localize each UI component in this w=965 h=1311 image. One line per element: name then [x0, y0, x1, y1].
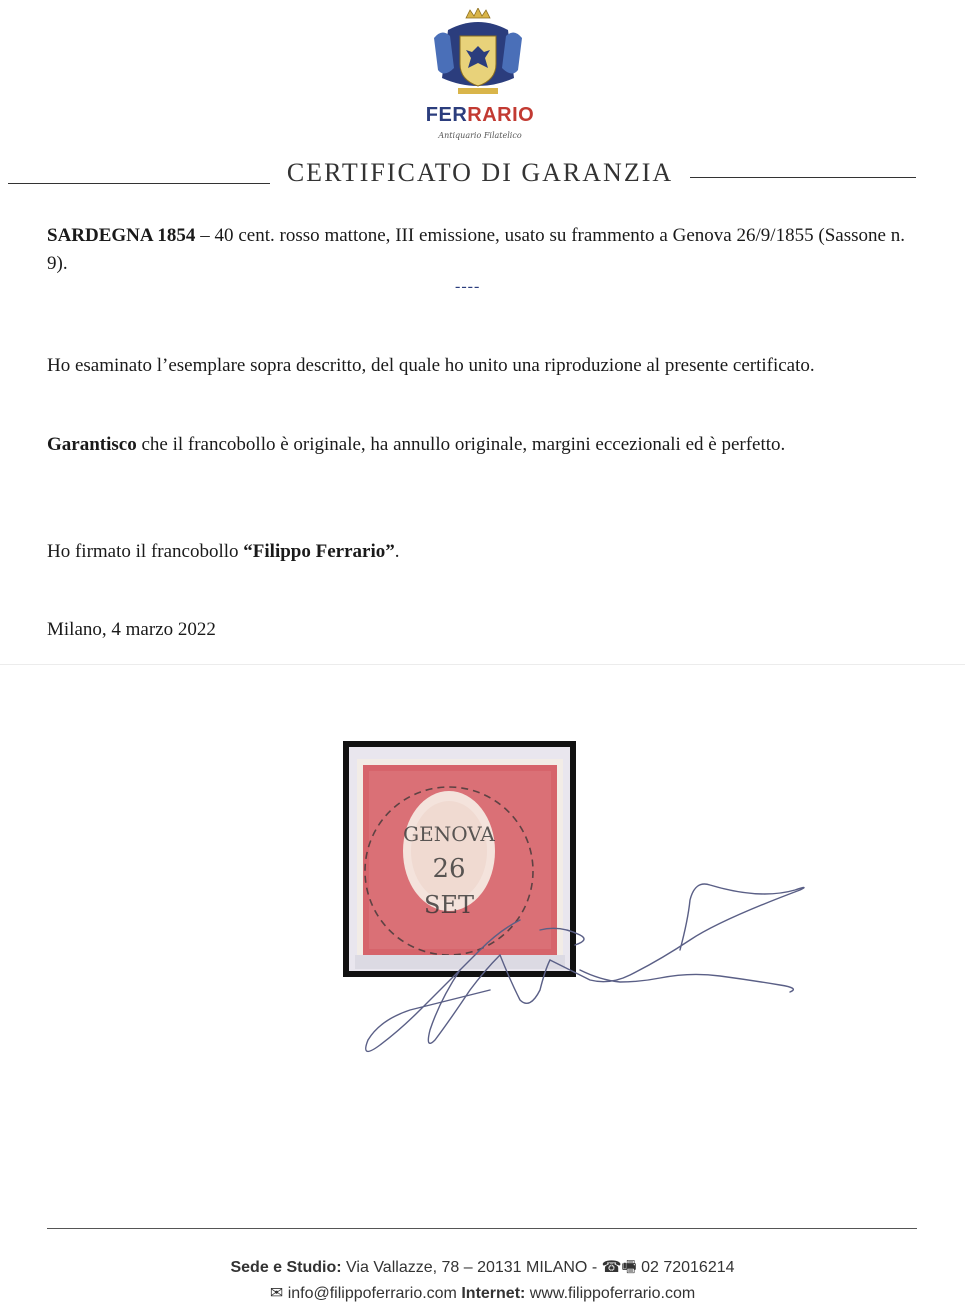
separator: ---- [455, 278, 481, 295]
office-label: Sede e Studio: [230, 1259, 342, 1276]
guarantee-statement [47, 431, 905, 459]
place-date: Milano, 4 marzo 2022 [47, 619, 216, 640]
footer-rule [47, 1228, 917, 1229]
stamp-description [47, 222, 905, 278]
envelope-icon: ✉ [269, 1285, 288, 1302]
email-link[interactable]: info@filippoferrario.com [287, 1285, 457, 1302]
office-address: Via Vallazze, 78 – 20131 MILANO - [341, 1259, 602, 1276]
phone-number: 02 72016214 [636, 1259, 735, 1276]
cancel-line-1: GENOVA [403, 822, 495, 846]
signed-prefix: Ho firmato il francobollo [47, 541, 244, 562]
description-text: – 40 cent. rosso mattone, III emissione, usato su frammento a Genova 26/9/1855 (Sassone n. 9). [47, 225, 905, 274]
description-bold: SARDEGNA 1854 [47, 225, 196, 246]
phone-fax-icon: ☎🖷 [601, 1259, 637, 1276]
footer-address-line [0, 1256, 965, 1283]
certificate-title: CERTIFICATO DI GARANZIA [286, 158, 674, 187]
signed-suffix: . [394, 541, 400, 562]
footer-contact-line [0, 1283, 965, 1303]
cancel-line-3: SET [424, 891, 474, 919]
cancel-line-2: 26 [432, 854, 466, 884]
guarantee-bold: Garantisco [47, 434, 137, 455]
brand-name [400, 104, 560, 127]
examination-statement: Ho esaminato l’esemplare sopra descritto, del quale ho unito una riproduzione al presente certificato. [47, 355, 815, 376]
ferrario-crest-logo [428, 8, 528, 103]
title-rule-left [8, 183, 270, 184]
website-link[interactable]: www.filippoferrario.com [525, 1285, 696, 1302]
brand-name-part2: RARIO [467, 104, 535, 126]
title-rule-right [690, 177, 916, 178]
internet-label: Internet: [461, 1285, 526, 1302]
brand-name-part1: FER [425, 104, 468, 126]
guarantee-text: che il francobollo è originale, ha annullo originale, margini eccezionali ed è perfetto. [136, 434, 786, 455]
handwritten-signature [340, 860, 840, 1070]
signed-note [47, 538, 905, 566]
signed-name: “Filippo Ferrario” [243, 541, 395, 562]
fold-line [0, 664, 965, 665]
brand-tagline: Antiquario Filatelico [438, 131, 522, 140]
